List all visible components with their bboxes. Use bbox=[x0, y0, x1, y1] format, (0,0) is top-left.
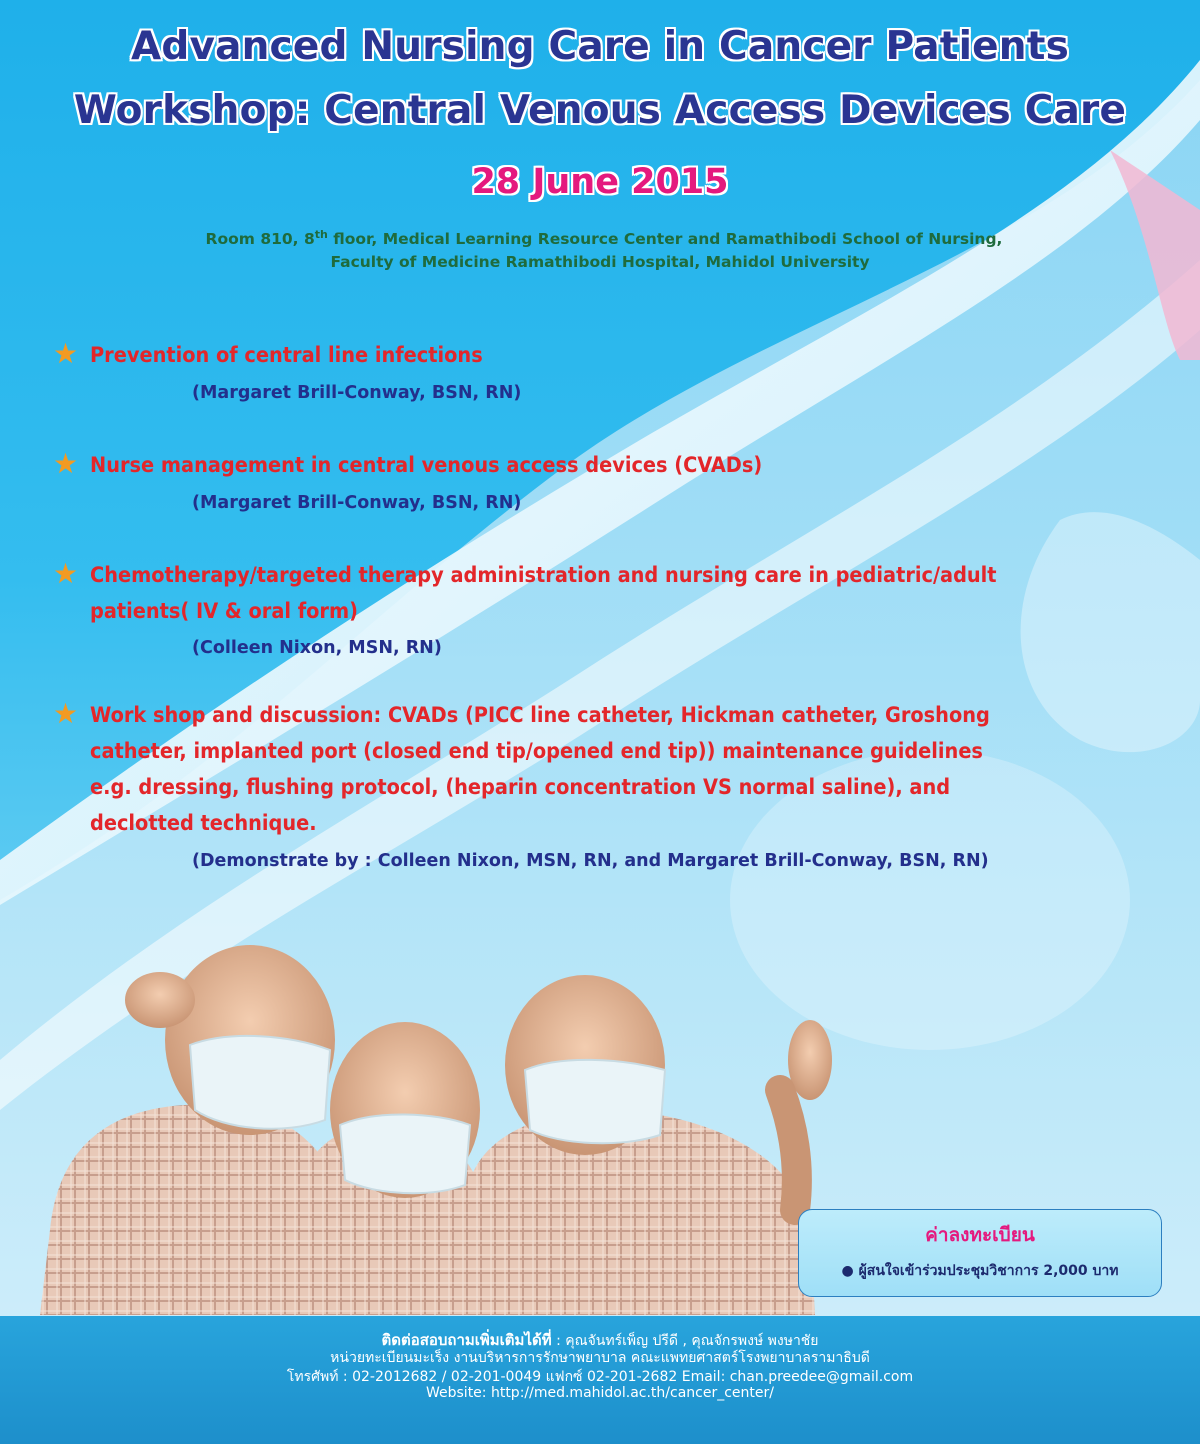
title-line-1: Advanced Nursing Care in Cancer Patients bbox=[130, 24, 1070, 69]
topic-1-title: Prevention of central line infections bbox=[90, 343, 483, 368]
contact-footer bbox=[0, 1316, 1200, 1444]
topic-4-title-line-2: catheter, implanted port (closed end tip/opened end tip)) maintenance guidelines bbox=[90, 739, 983, 764]
topic-4-title-line-1: Work shop and discussion: CVADs (PICC line catheter, Hickman catheter, Groshong bbox=[90, 703, 990, 728]
venue-building: floor, Medical Learning Resource Center and Ramathibodi School of Nursing, bbox=[327, 230, 1003, 249]
venue-floor-suffix: th bbox=[314, 228, 328, 241]
registration-fee-title: ค่าลงทะเบียน bbox=[925, 1224, 1035, 1246]
topic-3-title-line-2: patients( IV & oral form) bbox=[90, 599, 358, 624]
topic-3-speaker: (Colleen Nixon, MSN, RN) bbox=[192, 638, 442, 658]
children-photo bbox=[40, 930, 840, 1315]
contact-label: ติดต่อสอบถามเพิ่มเติมได้ที่ bbox=[381, 1331, 552, 1349]
event-date: 28 June 2015 bbox=[471, 162, 729, 202]
title-line-2: Workshop: Central Venous Access Devices Care bbox=[73, 88, 1127, 133]
venue-line-1 bbox=[4, 228, 1200, 248]
website-link[interactable]: Website: http://med.mahidol.ac.th/cancer_center/ bbox=[425, 1385, 774, 1401]
topic-2-speaker: (Margaret Brill-Conway, BSN, RN) bbox=[192, 493, 522, 513]
star-bullet-icon: ★ bbox=[53, 447, 79, 480]
star-bullet-icon: ★ bbox=[53, 697, 79, 730]
contact-names: : คุณจันทร์เพ็ญ ปรีดี , คุณจักรพงษ์ พงษาชัย bbox=[551, 1333, 819, 1349]
star-bullet-icon: ★ bbox=[53, 337, 79, 370]
topic-4-title-line-3: e.g. dressing, flushing protocol, (heparin concentration VS normal saline), and bbox=[90, 775, 951, 800]
registration-fee-item: ● ผู้สนใจเข้าร่วมประชุมวิชาการ 2,000 บาท bbox=[841, 1263, 1119, 1279]
phone-email-line[interactable]: โทรศัพท์ : 02-2012682 / 02-201-0049 แฟกซ์ 02-201-2682 Email: chan.preedee@gmail.com bbox=[286, 1369, 914, 1385]
topic-2-title: Nurse management in central venous access devices (CVADs) bbox=[90, 453, 763, 478]
star-bullet-icon: ★ bbox=[53, 557, 79, 590]
venue-line-2: Faculty of Medicine Ramathibodi Hospital, Mahidol University bbox=[330, 253, 870, 271]
unit-line: หน่วยทะเบียนมะเร็ง งานบริหารการรักษาพยาบาล คณะแพทยศาสตร์โรงพยาบาลรามาธิบดี bbox=[330, 1350, 870, 1366]
topic-3-title-line-1: Chemotherapy/targeted therapy administration and nursing care in pediatric/adult bbox=[90, 563, 997, 588]
registration-fee-box bbox=[798, 1209, 1162, 1297]
topic-1-speaker: (Margaret Brill-Conway, BSN, RN) bbox=[192, 383, 522, 403]
venue-room: Room 810, 8 bbox=[205, 230, 315, 249]
topic-4-speaker: (Demonstrate by : Colleen Nixon, MSN, RN, and Margaret Brill-Conway, BSN, RN) bbox=[192, 851, 989, 871]
topic-4-title-line-4: declotted technique. bbox=[90, 811, 317, 836]
